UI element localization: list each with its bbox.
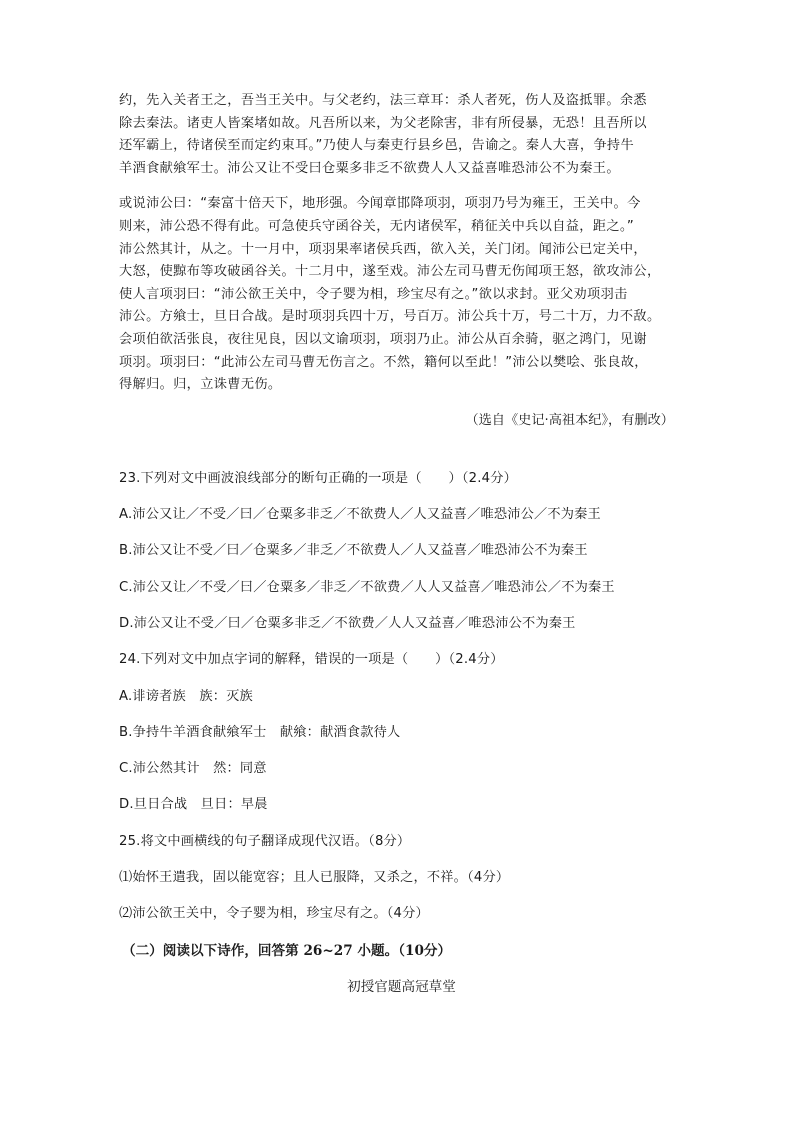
question-list: [119, 469, 676, 941]
text-line: 则来，沛公恐不得有此。可急使兵守函谷关，无内诸侯军，稍征关中兵以自益，距之。”: [119, 218, 635, 234]
document-page: [119, 90, 676, 997]
text-line: 使人言项羽曰：“沛公欲王关中，令子婴为相，珍宝尽有之。”欲以求封。亚父劝项羽击: [119, 286, 628, 302]
question-24-option-b: B.争持牛羊酒食献飨军士 献飨：献酒食款待人: [119, 724, 401, 740]
question-25-part-2: ⑵沛公欲王关中，令子婴为相，珍宝尽有之。（4分）: [119, 906, 429, 922]
text-line: 得解归。归，立诛曹无伤。: [119, 377, 282, 393]
text-line: 羊酒食献飨军士。沛公又让不受曰仓粟多非乏不欲费人人又益喜唯恐沛公不为秦王。: [119, 160, 620, 176]
passage-paragraph-2: [119, 193, 676, 396]
source-citation: （选自《史记·高祖本纪》，有删改）: [465, 412, 674, 428]
text-line: 除去秦法。诸吏人皆案堵如故。凡吾所以来，为父老除害，非有所侵暴，无恐！且吾所以: [119, 115, 647, 131]
text-line: 或说沛公曰：“秦富十倍天下，地形强。今闻章邯降项羽，项羽乃号为雍王，王关中。今: [119, 196, 641, 212]
question-25: 25.将文中画横线的句子翻译成现代汉语。（8分）: [119, 833, 411, 849]
section-heading: （二）阅读以下诗作，回答第 26~27 小题。（10分）: [122, 942, 452, 959]
text-line: 沛公。方飨士，旦日合战。是时项羽兵四十万，号百万。沛公兵十万，号二十万，力不敌。: [119, 309, 661, 325]
text-line: 会项伯欲活张良，夜往见良，因以文谕项羽，项羽乃止。沛公从百余骑，驱之鸿门，见谢: [119, 331, 647, 347]
question-23-option-a: A.沛公又让／不受／曰／仓粟多非乏／不欲费人／人又益喜／唯恐沛公／不为秦王: [119, 507, 601, 523]
question-23-option-c: C.沛公又让／不受／曰／仓粟多／非乏／不欲费／人人又益喜／唯恐沛公／不为秦王: [119, 579, 615, 595]
text-line: 沛公然其计，从之。十一月中，项羽果率诸侯兵西，欲入关，关门闭。闻沛公已定关中，: [119, 241, 647, 257]
question-25-part-1: ⑴始怀王遣我，固以能宽容；且人已服降，又杀之，不祥。（4分）: [119, 869, 510, 885]
question-23-option-b: B.沛公又让不受／曰／仓粟多／非乏／不欲费人／人又益喜／唯恐沛公不为秦王: [119, 543, 588, 559]
poem-title: 初授官题高冠草堂: [347, 978, 456, 995]
question-24-option-d: D.旦日合战 旦日：早晨: [119, 797, 268, 813]
text-line: 项羽。项羽曰：“此沛公左司马曹无伤言之。不然，籍何以至此！”沛公以樊哙、张良故，: [119, 354, 648, 370]
question-24-option-c: C.沛公然其计 然：同意: [119, 761, 267, 777]
question-24: 24.下列对文中加点字词的解释，错误的一项是（ ）（2.4分）: [119, 652, 504, 668]
text-line: 大怒，使黥布等攻破函谷关。十二月中，遂至戏。沛公左司马曹无伤闻项王怒，欲攻沛公，: [119, 264, 661, 280]
text-line: 还军霸上，待诸侯至而定约束耳。”乃使人与秦吏行县乡邑，告谕之。秦人大喜，争持牛: [119, 138, 635, 154]
question-23: 23.下列对文中画波浪线部分的断句正确的一项是（ ）（2.4分）: [119, 470, 518, 486]
question-23-option-d: D.沛公又让不受／曰／仓粟多非乏／不欲费／人人又益喜／唯恐沛公不为秦王: [119, 615, 576, 631]
passage-paragraph-1: [119, 90, 676, 180]
question-24-option-a: A.诽谤者族 族：灭族: [119, 688, 253, 704]
text-line: 约，先入关者王之，吾当王关中。与父老约，法三章耳：杀人者死，伤人及盗抵罪。余悉: [119, 93, 647, 108]
